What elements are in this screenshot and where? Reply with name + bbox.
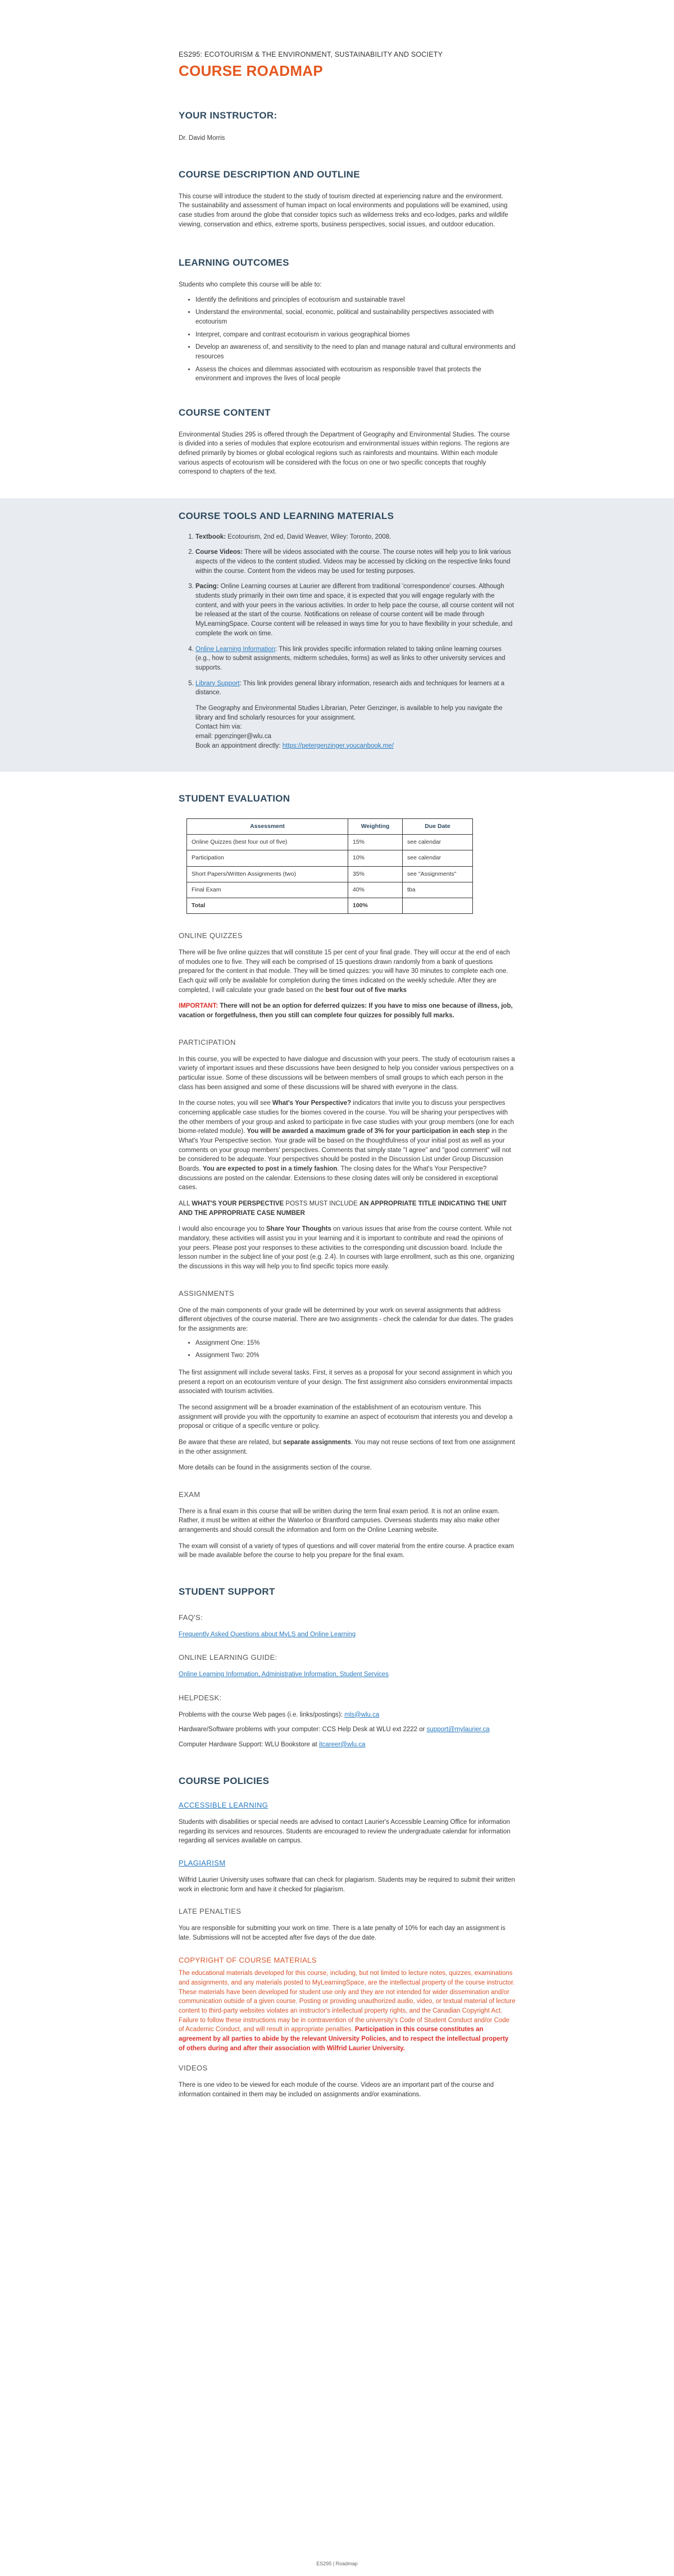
- participation-p4: [179, 1225, 516, 1271]
- text-span: in the What's Your Perspective section. Your grade will be based on the thoughtfulness of your initial post as well as your comments on your group members' perspectives. Comments that simply state "I agree" and "good comment" will not be considered to be adequate. Your perspectives should be posted in the Discussion List under Group Discussion Boards.: [179, 1128, 511, 1172]
- table-cell: see calendar: [403, 835, 473, 850]
- tool-text: Online Learning courses at Laurier are different from traditional 'correspondence' courses. Although students study primarily in their own time and space, it is expected that you will engage regularly with the content, and with your peers in the various activities. In order to help pace the course, all course content will not be released at the start of the course. Notifications on release of course content will be made through MyLearningSpace. Course content will be released in ways time for you to have flexibility in your schedule, and complete the work on time.: [195, 583, 514, 637]
- assignments-p3: [179, 1438, 516, 1457]
- text-span: Problems with the course Web pages (i.e. links/postings):: [179, 1711, 345, 1718]
- librarian-email: email: pgenzinger@wlu.ca: [195, 732, 272, 740]
- important-text: There will not be an option for deferred quizzes: If you have to miss one because of illness, job, vacation or forgetfulness, then you still can complete four quizzes for possibly full marks.: [179, 1003, 513, 1020]
- tool-label: Course Videos:: [195, 549, 243, 556]
- librarian-block: [179, 704, 516, 750]
- tool-label: Textbook:: [195, 533, 226, 540]
- assignments-heading: ASSIGNMENTS: [179, 1289, 235, 1298]
- tools-section: [179, 509, 516, 750]
- outcomes-section: [179, 256, 516, 384]
- table-row: [187, 835, 473, 850]
- library-support-link[interactable]: Library Support: [195, 680, 240, 687]
- text-bold: You will be awarded a maximum grade of 3% for your participation in each step: [247, 1128, 490, 1135]
- description-heading: COURSE DESCRIPTION AND OUTLINE: [179, 169, 360, 180]
- policies-section: [179, 1774, 516, 2100]
- text-span: Hardware/Software problems with your computer: CCS Help Desk at WLU ext 2222 or: [179, 1726, 427, 1733]
- text-span: POSTS MUST INCLUDE: [284, 1200, 359, 1207]
- description-section: [179, 168, 516, 229]
- table-cell: 10%: [348, 850, 403, 866]
- text-span: on various issues that arise from the course content. While not mandatory, these activities will assist you in your learning and it is important to contribute and read the opinions of your peers. Please post your responses to these activities to the corresponding unit discussion board. Include the lesson number in the subject line of your post (e.g. 2.4). In courses with large enrollment, such as this one, organizing the discussions in this way will help you to find specific topics more easily.: [179, 1226, 514, 1270]
- table-cell: 40%: [348, 882, 403, 898]
- copyright-heading: COPYRIGHT OF COURSE MATERIALS: [179, 1955, 317, 1964]
- instructor-heading: YOUR INSTRUCTOR:: [179, 110, 277, 121]
- text-span: ALL: [179, 1200, 192, 1207]
- table-header: Weighting: [348, 818, 403, 834]
- plagiarism-text: Wilfrid Laurier University uses software that can check for plagiarism. Students may be required to submit their written work in electronic form and have it checked for plagiarism.: [179, 1877, 515, 1893]
- outcomes-list: [179, 295, 516, 384]
- copyright-text: [179, 1969, 516, 2053]
- participation-p2: [179, 1099, 516, 1193]
- text-bold: Share Your Thoughts: [266, 1226, 331, 1233]
- support-email-link[interactable]: support@mylaurier.ca: [426, 1726, 490, 1733]
- text-span: . The closing dates for the What's Your Perspective? discussions are posted on the calendar. Extensions to these closing dates will only be considered in exceptional cases.: [179, 1165, 498, 1191]
- table-row: [187, 866, 473, 882]
- quizzes-p1: There will be five online quizzes that will constitute 15 per cent of your final grade. They will occur at the end of each of modules one to five. They will each be comprised of 15 questions drawn randomly from a bank of questions prepared for the content in that module. They will be timed quizzes: you will have 30 minutes to complete each one. Each quiz will only be available for completion during the times indicated on the weekly schedule. After they are completed, I will calculate your grade based on the: [179, 949, 510, 994]
- tool-text: : This link provides general library information, research aids and techniques for learners at a distance.: [195, 680, 505, 697]
- text-span: I would also encourage you to: [179, 1226, 266, 1233]
- table-cell: 100%: [348, 898, 403, 913]
- assignments-p1: The first assignment will include several tasks. First, it serves as a proposal for your second assignment in which you present a report on an ecotourism venture of your design. The first assignment also considers environmental impacts associated with tourism activities.: [179, 1369, 513, 1395]
- text-span: Be aware that these are related, but: [179, 1439, 284, 1446]
- participation-section: [179, 1037, 516, 1272]
- videos-heading: VIDEOS: [179, 2064, 208, 2073]
- assignments-p4: More details can be found in the assignments section of the course.: [179, 1464, 372, 1472]
- tool-text: There will be videos associated with the course. The course notes will help you to link various aspects of the videos to the content studied. Videos may be accessed by clicking on the respective links found within the course. Content from the videos may be used for testing purposes.: [195, 549, 511, 575]
- support-heading: STUDENT SUPPORT: [179, 1586, 275, 1598]
- list-item: • Identify the definitions and principles of ecotourism and sustainable travel: [195, 295, 516, 305]
- librarian-booking: [195, 741, 516, 751]
- tools-list: [179, 533, 516, 698]
- faq-heading: FAQ'S:: [179, 1613, 203, 1622]
- important-label: IMPORTANT:: [179, 1003, 218, 1010]
- table-row: [187, 882, 473, 898]
- tool-textbook: [195, 533, 516, 542]
- text-bold: You are expected to post in a timely fashion: [202, 1165, 338, 1172]
- bookstore-email-link[interactable]: itcareer@wlu.ca: [318, 1741, 366, 1748]
- late-text: You are responsible for submitting your work on time. There is a late penalty of 10% for each day an assignment is late. Submissions will not be accepted after five days of the due date.: [179, 1925, 506, 1941]
- plagiarism-heading: [179, 1858, 516, 1869]
- assignments-intro: One of the main components of your grade will be determined by your work on several assignments that address different objectives of the course material. There are two assignments - check the calendar for due dates. The grades for the assignments are:: [179, 1307, 513, 1332]
- table-cell: Final Exam: [187, 882, 348, 898]
- quizzes-important: [179, 1002, 516, 1020]
- text-span: Computer Hardware Support: WLU Bookstore at: [179, 1741, 319, 1748]
- quizzes-p1-bold: best four out of five marks: [325, 986, 407, 994]
- table-cell: [403, 898, 473, 913]
- content-section: [179, 406, 516, 477]
- booking-label: Book an appointment directly:: [195, 742, 283, 749]
- list-item: • Develop an awareness of, and sensitivity to the need to plan and manage natural and cultural environments and resources: [195, 343, 516, 361]
- text-bold: WHAT'S YOUR PERSPECTIVE: [192, 1200, 284, 1207]
- participation-p3: [179, 1199, 516, 1218]
- instructor-name: Dr. David Morris: [179, 135, 225, 142]
- list-item: • Assignment Two: 20%: [195, 1351, 516, 1360]
- tool-text: : This link provides specific information related to taking online learning courses (e.g., how to submit assignments, midterm schedules, forms) as well as links to other university services and supports.: [195, 645, 506, 671]
- quizzes-heading: ONLINE QUIZZES: [179, 931, 243, 940]
- tool-library: [195, 679, 516, 698]
- assignments-list: [179, 1339, 516, 1360]
- faq-link[interactable]: Frequently Asked Questions about MyLS and Online Learning: [179, 1631, 356, 1638]
- participation-p1: In this course, you will be expected to have dialogue and discussion with your peers. The study of ecotourism raises a variety of important issues and these discussions have been designed to help you consider various perspectives on a particular issue. Some of these discussions will be between members of small groups to which each person in the class has been assigned and some of these discussions will be shared with everyone in the class.: [179, 1055, 515, 1091]
- page-footer: ES295 | Roadmap: [316, 2561, 358, 2566]
- tools-heading: COURSE TOOLS AND LEARNING MATERIALS: [179, 511, 394, 522]
- table-cell: Total: [187, 898, 348, 913]
- table-total-row: [187, 898, 473, 913]
- tools-band: [0, 498, 674, 772]
- table-header: Due Date: [403, 818, 473, 834]
- list-item: • Assess the choices and dilemmas associated with ecotourism as responsible travel that protects the environment and improves the lives of local people: [195, 365, 516, 384]
- content-heading: COURSE CONTENT: [179, 407, 271, 418]
- accessible-learning-link[interactable]: ACCESSIBLE LEARNING: [179, 1801, 268, 1810]
- description-text: This course will introduce the student to the study of tourism directed at experiencing nature and the environment. The sustainability and assessment of human impact on local environments and populations will be examined, using case studies from around the globe that consider topics such as wilderness treks and eco-lodges, parks and wildlife viewing, conservation and ethics, extreme sports, business perspectives, social issues, and outdoor education.: [179, 193, 508, 228]
- text-span: In the course notes, you will see: [179, 1100, 272, 1107]
- table-cell: 35%: [348, 866, 403, 882]
- quizzes-section: [179, 931, 516, 1021]
- course-code: ES295: ECOTOURISM & THE ENVIRONMENT, SUSTAINABILITY AND SOCIETY: [179, 51, 443, 58]
- table-cell: Participation: [187, 850, 348, 866]
- table-cell: Online Quizzes (best four out of five): [187, 835, 348, 850]
- text-bold: AN APPROPRIATE TITLE INDICATING THE UNIT AND THE APPROPRIATE CASE NUMBER: [179, 1200, 507, 1217]
- tool-online-learning: [195, 645, 516, 673]
- outcomes-intro: Students who complete this course will be able to:: [179, 281, 322, 289]
- librarian-text: The Geography and Environmental Studies Librarian, Peter Genzinger, is available to help you navigate the library and find scholarly resources for your assignment.: [195, 704, 503, 721]
- booking-link[interactable]: https://petergenzinger.youcanbook.me/: [282, 742, 394, 749]
- helpdesk-line-1: [179, 1710, 516, 1720]
- exam-heading: EXAM: [179, 1490, 201, 1499]
- tool-videos: [195, 548, 516, 576]
- table-row: [187, 850, 473, 866]
- participation-heading: PARTICIPATION: [179, 1037, 236, 1046]
- table-header-row: [187, 818, 473, 834]
- text-bold: separate assignments: [283, 1439, 351, 1446]
- helpdesk-line-2: [179, 1725, 516, 1735]
- list-item: • Understand the environmental, social, economic, political and sustainability perspectives associated with ecotourism: [195, 308, 516, 326]
- header: [179, 0, 516, 82]
- text-bold: Participation in this course constitutes an agreement by all parties to abide by the relevant University Policies, and to respect the intellectual property of others during and after their association with Wilfrid Laurier University.: [179, 2026, 509, 2052]
- list-item: • Assignment One: 15%: [195, 1339, 516, 1348]
- online-learning-link[interactable]: Online Learning Information: [195, 645, 275, 653]
- late-heading: LATE PENALTIES: [179, 1907, 242, 1916]
- table-cell: tba: [403, 882, 473, 898]
- helpdesk-line-3: [179, 1740, 516, 1750]
- evaluation-heading: STUDENT EVALUATION: [179, 793, 290, 804]
- guide-link[interactable]: Online Learning Information, Administrative Information, Student Services: [179, 1671, 389, 1678]
- tool-pacing: [195, 582, 516, 638]
- guide-heading: ONLINE LEARNING GUIDE:: [179, 1653, 277, 1662]
- librarian-contact: Contact him via:: [195, 723, 242, 731]
- table-cell: see calendar: [403, 850, 473, 866]
- text-bold: What's Your Perspective?: [272, 1100, 352, 1107]
- text-span: indicators that invite you to discuss your perspectives concerning applicable case studies for the biomes covered in the course. You will be sharing your perspectives with the other members of your group and asked to participate in five case studies with your group members (one for each biome-related module).: [179, 1100, 514, 1135]
- evaluation-table: [186, 818, 473, 914]
- text-span: The educational materials developed for this course, including, but not limited to lecture notes, quizzes, examinations and assignments, and any materials posted to MyLearningSpace, are the intellectual property of the course instructor. These materials have been developed for student use only and they are not intended for wider dissemination and/or communication outside of a given course. Posting or providing unauthorized audio, video, or textual material of lecture content to third-party websites violates an instructor's intellectual property rights, and the Canadian Copyright Act. Failure to follow these instructions may be in contravention of the university's Code of Student Conduct and/or Code of Academic Conduct, and will result in appropriate penalties.: [179, 1970, 516, 2033]
- assignments-section: [179, 1289, 516, 1473]
- mls-email-link[interactable]: mls@wlu.ca: [344, 1711, 380, 1718]
- policies-heading: COURSE POLICIES: [179, 1775, 270, 1786]
- assignments-p2: The second assignment will be a broader examination of the establishment of an ecotourism venture. This assignment will provide you with the opportunity to examine an aspect of ecotourism that interests you and develop a proposal or critique of a specific venture or policy.: [179, 1404, 513, 1430]
- instructor-section: [179, 109, 516, 143]
- exam-p1: There is a final exam in this course that will be written during the term final exam period. It is not an online exam. Rather, it must be written at either the Waterloo or Brantford campuses. Overseas students may also make other arrangements and should consult the information and form on the Online Learning website.: [179, 1508, 500, 1534]
- exam-p2: The exam will consist of a variety of types of questions and will cover material from the entire course. A practice exam will be made available before the course to help you prepare for the final exam.: [179, 1542, 514, 1559]
- text-span: . You may not reuse sections of text from one assignment in the other assignment.: [179, 1439, 515, 1455]
- exam-section: [179, 1490, 516, 1560]
- page-title: COURSE ROADMAP: [179, 62, 323, 80]
- content-text: Environmental Studies 295 is offered through the Department of Geography and Environmental Studies. The course is divided into a series of modules that explore ecotourism and environmental issues within regions. The regions are defined primarily by biomes or global ecological regions such as rainforests and mountains. Within each module various aspects of ecotourism will be considered with the focus on one or two specific concepts that roughly correspond to chapters of the text.: [179, 431, 510, 476]
- list-item: • Interpret, compare and contrast ecotourism in various geographical biomes: [195, 330, 516, 340]
- table-header: Assessment: [187, 818, 348, 834]
- tool-label: Pacing:: [195, 583, 219, 590]
- tool-text: Ecotourism, 2nd ed, David Weaver, Wiley: Toronto, 2008.: [226, 533, 391, 540]
- support-section: [179, 1585, 516, 1750]
- evaluation-section: [179, 792, 516, 914]
- videos-text: There is one video to be viewed for each module of the course. Videos are an important part of the course and information contained in them may be included on assignments and/or examinations.: [179, 2082, 494, 2098]
- accessible-heading: [179, 1800, 516, 1811]
- accessible-text: Students with disabilities or special needs are advised to contact Laurier's Accessible Learning Office for information regarding its services and resources. Students are encouraged to review the undergraduate calendar for information regarding all services available on campus.: [179, 1819, 511, 1845]
- quizzes-text: [179, 948, 516, 995]
- table-cell: 15%: [348, 835, 403, 850]
- helpdesk-heading: HELPDESK:: [179, 1693, 222, 1702]
- outcomes-heading: LEARNING OUTCOMES: [179, 257, 289, 268]
- plagiarism-link[interactable]: PLAGIARISM: [179, 1859, 226, 1868]
- table-cell: see "Assignments": [403, 866, 473, 882]
- table-cell: Short Papers/Written Assignments (two): [187, 866, 348, 882]
